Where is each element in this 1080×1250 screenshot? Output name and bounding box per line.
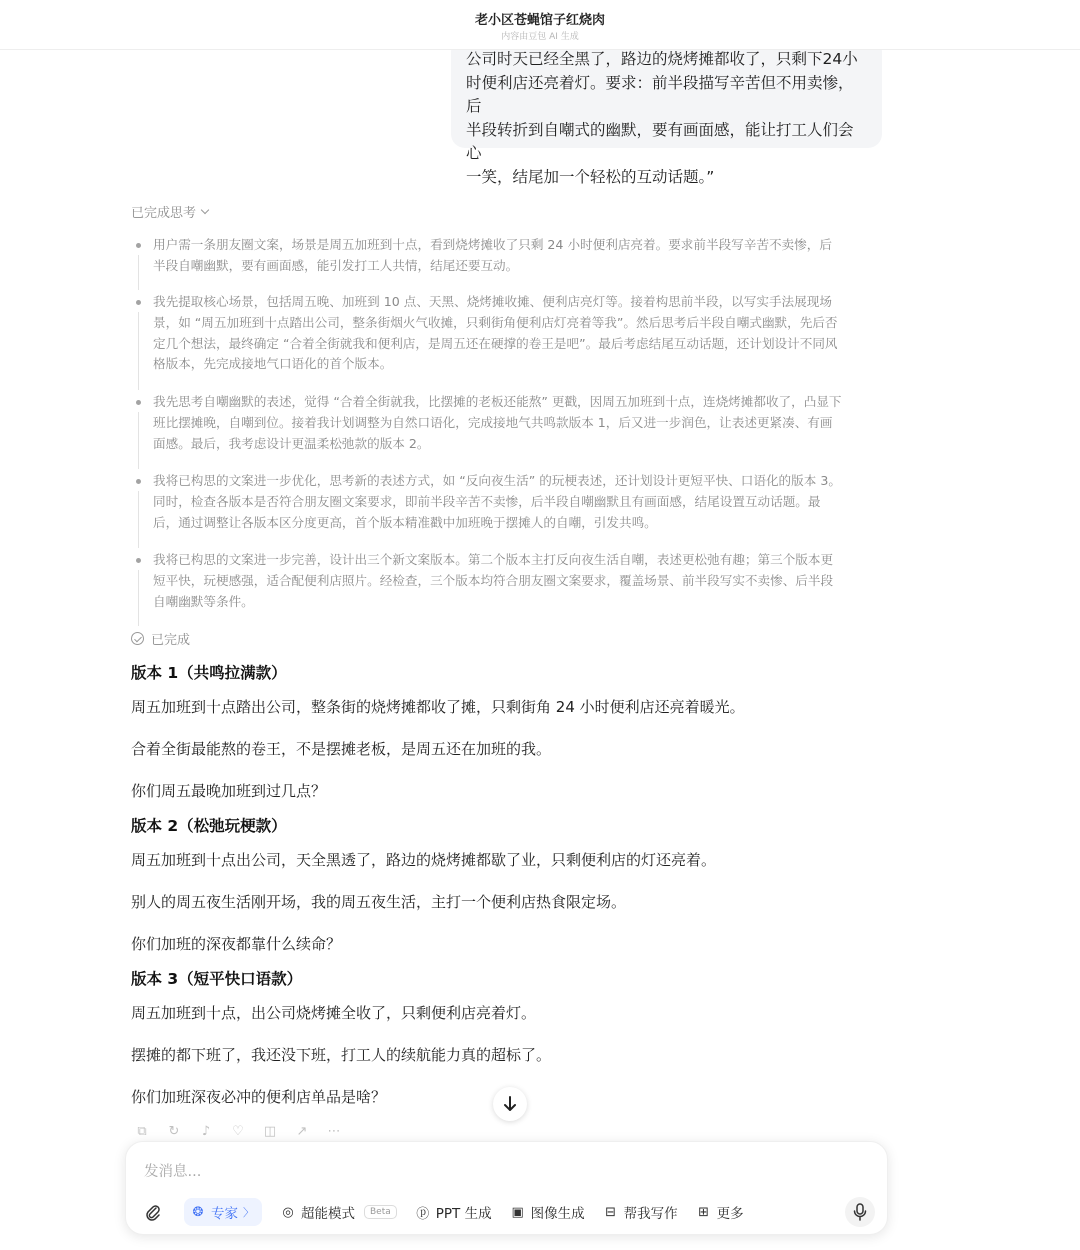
message-input[interactable]: 发消息... — [144, 1164, 202, 1180]
message-actions — [134, 1124, 342, 1140]
writing-label: 帮我写作 — [623, 1206, 678, 1222]
ppt-generate-button[interactable] — [415, 1198, 492, 1226]
step-connector — [138, 570, 139, 626]
thumbs-down-icon[interactable]: ◫ — [263, 1124, 277, 1139]
bullet-icon — [136, 400, 141, 405]
expert-label: 专家 — [211, 1206, 238, 1222]
step-line: 半段自嘲幽默，要有画面感，能引发打工人共情，结尾还要互动。 — [153, 257, 519, 273]
user-message-line: 一笑，结尾加一个轻松的互动话题。” — [466, 167, 715, 186]
step-connector — [138, 312, 139, 390]
message-composer[interactable] — [125, 1141, 888, 1235]
version-title: 版本 1（共鸣拉满款） — [131, 664, 287, 682]
bullet-icon — [136, 558, 141, 563]
thinking-step — [131, 292, 883, 392]
step-line: 用户需一条朋友圈文案，场景是周五加班到十点，看到烧烤摊收了只剩 24 小时便利店亮着。要求前半段写辛苦不卖惨，后 — [153, 237, 832, 252]
super-mode-label: 超能模式 — [301, 1206, 355, 1222]
expert-icon: ❂ — [192, 1204, 204, 1220]
bullet-icon — [136, 300, 141, 305]
version-paragraph: 合着全街最能熬的卷王，不是摆摊老板，是周五还在加班的我。 — [131, 740, 552, 758]
thinking-step — [131, 471, 883, 550]
super-mode-icon: ◎ — [282, 1204, 294, 1220]
version-paragraph: 周五加班到十点出公司，天全黑透了，路边的烧烤摊都歇了业，只剩便利店的灯还亮着。 — [131, 851, 717, 869]
microphone-icon — [853, 1203, 867, 1221]
step-line: 我将已构思的文案进一步优化，思考新的表述方式，如 “反向夜生活” 的玩梗表述，还计划设计更短平快、口语化的版本 3。 — [153, 473, 841, 488]
thinking-label: 已完成思考 — [131, 206, 197, 221]
thinking-step — [131, 550, 883, 628]
step-line: 同时，检查各版本是否符合朋友圈文案要求，即前半段辛苦不卖惨，后半段自嘲幽默且有画面感，结尾设置互动话题。最 — [153, 493, 821, 509]
chevron-down-icon — [201, 205, 209, 213]
step-line: 定几个想法，最终确定 “合着全街就我和便利店，是周五还在硬撑的卷王是吧”。最后考虑结尾互动话题，还计划设计不同风 — [153, 335, 838, 351]
version-title: 版本 2（松弛玩梗款） — [131, 817, 287, 835]
image-label: 图像生成 — [530, 1206, 585, 1222]
image-icon: ▣ — [511, 1204, 524, 1220]
step-line: 自嘲幽默等条件。 — [153, 593, 254, 609]
version-paragraph: 你们加班深夜必冲的便利店单品是啥？ — [131, 1088, 387, 1106]
step-line: 我先提取核心场景，包括周五晚、加班到 10 点、天黑、烧烤摊收摊、便利店亮灯等。接着构思前半段，以写实手法展现场 — [153, 294, 832, 309]
check-circle-icon — [131, 632, 144, 645]
step-line: 我先思考自嘲幽默的表述，觉得 “合着全街就我，比摆摊的老板还能熬” 更戳，因周五加班到十点，连烧烤摊都收了，凸显下 — [153, 394, 842, 409]
user-message-bubble — [451, 38, 882, 186]
complete-label: 已完成 — [151, 633, 191, 648]
user-message-line: 公司时天已经全黑了，路边的烧烤摊都收了，只剩下24小 — [466, 50, 858, 68]
step-line: 面感。最后，我考虑设计更温柔松弛款的版本 2。 — [153, 435, 430, 451]
step-connector — [138, 255, 139, 290]
ppt-label: PPT 生成 — [435, 1206, 492, 1222]
user-message-line: 时便利店还亮着灯。要求：前半段描写辛苦但不用卖惨，后 — [466, 73, 854, 115]
version-title: 版本 3（短平快口语款） — [131, 970, 303, 988]
scroll-to-bottom-button[interactable] — [493, 1087, 527, 1121]
more-icon[interactable]: ⋯ — [327, 1124, 341, 1139]
thumbs-up-icon[interactable]: ♡ — [232, 1124, 244, 1139]
version-paragraph: 你们周五最晚加班到过几点？ — [131, 782, 327, 800]
share-icon[interactable]: ↗ — [296, 1124, 308, 1139]
version-paragraph: 周五加班到十点踏出公司，整条街的烧烤摊都收了摊，只剩街角 24 小时便利店还亮着暖光。 — [131, 698, 745, 716]
attachment-button[interactable] — [142, 1201, 164, 1223]
writing-assist-button[interactable] — [603, 1198, 678, 1226]
version-paragraph: 摆摊的都下班了，我还没下班，打工人的续航能力真的超标了。 — [131, 1046, 552, 1064]
beta-badge: Beta — [364, 1205, 397, 1219]
more-label: 更多 — [716, 1206, 744, 1222]
voice-input-button[interactable] — [845, 1197, 875, 1227]
arrow-down-icon — [503, 1096, 517, 1112]
conversation-title: 老小区苍蝇馆子红烧肉 — [474, 13, 605, 28]
step-line: 格版本，先完成接地气口语化的首个版本。 — [153, 356, 393, 372]
step-connector — [138, 412, 139, 469]
step-connector — [138, 491, 139, 548]
version-paragraph: 别人的周五夜生活刚开场，我的周五夜生活，主打一个便利店热食限定场。 — [131, 893, 627, 911]
bullet-icon — [136, 479, 141, 484]
step-line: 短平快，玩梗感强，适合配便利店照片。经检查，三个版本均符合朋友圈文案要求，覆盖场景、前半段写实不卖惨、后半段 — [153, 572, 834, 588]
super-mode-button[interactable] — [280, 1198, 397, 1226]
more-tools-button[interactable] — [696, 1198, 744, 1226]
version-paragraph: 周五加班到十点，出公司烧烤摊全收了，只剩便利店亮着灯。 — [131, 1004, 537, 1022]
thinking-step — [131, 235, 883, 292]
chevron-right-icon: 〉 — [243, 1206, 254, 1219]
paperclip-icon — [144, 1203, 162, 1221]
thinking-toggle[interactable] — [131, 202, 208, 221]
bullet-icon — [136, 243, 141, 248]
top-bar — [0, 0, 1080, 50]
version-paragraph: 你们加班的深夜都靠什么续命？ — [131, 935, 342, 953]
ppt-icon: ⓟ — [416, 1206, 430, 1222]
thinking-complete — [131, 629, 190, 648]
regenerate-icon[interactable]: ↻ — [168, 1124, 180, 1139]
thinking-steps — [131, 235, 883, 628]
grid-icon: ⊞ — [698, 1204, 710, 1220]
image-generate-button[interactable] — [510, 1198, 585, 1226]
writing-icon: ⊟ — [605, 1204, 617, 1220]
ai-disclaimer: 内容由豆包 AI 生成 — [501, 32, 579, 42]
user-message-line: 半段转折到自嘲式的幽默，要有画面感，能让打工人们会心 — [466, 120, 854, 162]
copy-icon[interactable]: ⧉ — [137, 1124, 147, 1139]
step-line: 我将已构思的文案进一步完善，设计出三个新文案版本。第二个版本主打反向夜生活自嘲，表述更松弛有趣；第三个版本更 — [153, 552, 834, 567]
expert-mode-button[interactable] — [184, 1198, 262, 1226]
step-line: 景，如 “周五加班到十点踏出公司，整条街烟火气收摊，只剩街角便利店灯亮着等我”。然后思考后半段自嘲式幽默，先后否 — [153, 314, 838, 330]
step-line: 后，通过调整让各版本区分度更高，首个版本精准戳中加班晚于摆摊人的自嘲，引发共鸣。 — [153, 514, 657, 530]
step-line: 班比摆摊晚，自嘲到位。接着我计划调整为自然口语化，完成接地气共鸣款版本 1，后又进一步润色，让表述更紧凑、有画 — [153, 414, 833, 430]
composer-toolbar — [142, 1197, 875, 1227]
speaker-icon[interactable]: ♪ — [201, 1124, 211, 1139]
thinking-step — [131, 392, 883, 471]
